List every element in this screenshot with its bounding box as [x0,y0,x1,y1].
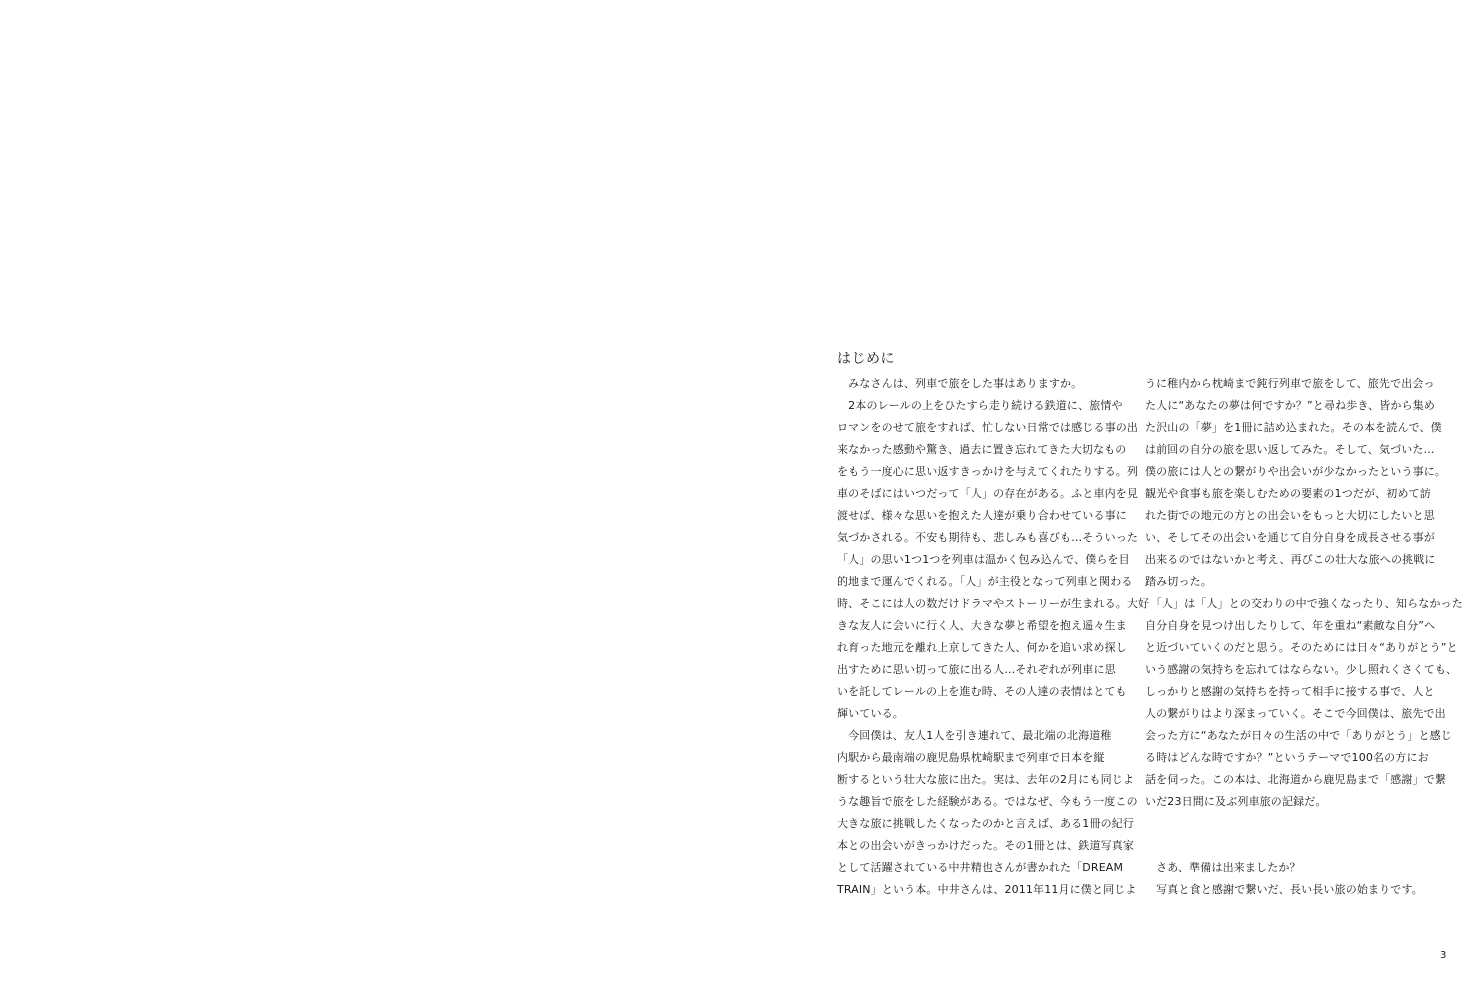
text-line: は前回の自分の旅を思い返してみた。そして、気づいた… [1145,443,1435,456]
text-line: た沢山の「夢」を1冊に詰め込まれた。その本を読んで、僕 [1145,421,1442,434]
section-title: はじめに [837,351,895,367]
text-line: 時、そこには人の数だけドラマやストーリーが生まれる。大好 [837,597,1150,610]
text-line: た人に“あなたの夢は何ですか？”と尋ね歩き、皆から集め [1145,399,1436,412]
text-line: い、そしてその出会いを通じて自分自身を成長させる事が [1145,531,1435,544]
text-line: 僕の旅には人との繋がりや出会いが少なかったという事に。 [1145,465,1447,478]
text-line: きな友人に会いに行く人、大きな夢と希望を抱え遥々生ま [837,619,1127,632]
text-line: 気づかされる。不安も期待も、悲しみも喜びも…そういった [837,531,1139,544]
text-line: 来なかった感動や驚き、過去に置き忘れてきた大切なもの [837,443,1127,456]
text-line: TRAIN」という本。中井さんは、2011年11月に僕と同じよ [837,883,1137,896]
left-text-column [837,373,1149,901]
text-line: 観光や食事も旅を楽しむための要素の1つだが、初めて訪 [1145,487,1431,500]
text-line: 内駅から最南端の鹿児島県枕崎駅まで列車で日本を縦 [837,751,1105,764]
text-line: 今回僕は、友人1人を引き連れて、最北端の北海道稚 [837,729,1112,742]
text-line: さあ、準備は出来ましたか？ [1145,861,1301,874]
text-line: 人の繋がりはより深まっていく。そこで今回僕は、旅先で出 [1145,707,1446,720]
text-line: 大きな旅に挑戦したくなったのかと言えば、ある1冊の紀行 [837,817,1135,830]
text-line: 会った方に“あなたが日々の生活の中で「ありがとう」と感じ [1145,729,1452,742]
text-line: として活躍されている中井精也さんが書かれた「DREAM [837,861,1124,874]
text-line: 輝いている。 [837,707,904,720]
text-line: ロマンをのせて旅をすれば、忙しない日常では感じる事の出 [837,421,1139,434]
text-line: と近づいていくのだと思う。そのためには日々“ありがとう”と [1145,641,1458,654]
text-line [1145,835,1463,857]
text-line: 断するという壮大な旅に出た。実は、去年の2月にも同じよ [837,773,1135,786]
text-line: うな趣旨で旅をした経験がある。ではなぜ、今もう一度この [837,795,1138,808]
text-line: 渡せば、様々な思いを抱えた人達が乗り合わせている事に [837,509,1127,522]
text-line: いだ23日間に及ぶ列車旅の記録だ。 [1145,795,1327,808]
text-line: る時はどんな時ですか？”というテーマで100名の方にお [1145,751,1429,764]
text-line: 的地まで運んでくれる。「人」が主役となって列車と関わる [837,575,1133,588]
text-line: 車のそばにはいつだって「人」の存在がある。ふと車内を見 [837,487,1139,500]
text-line: いう感謝の気持ちを忘れてはならない。少し照れくさくても、 [1145,663,1458,676]
text-line [1145,813,1463,835]
text-line: いを託してレールの上を進む時、その人達の表情はとても [837,685,1127,698]
text-line: みなさんは、列車で旅をした事はありますか。 [837,377,1083,390]
text-line: れた街での地元の方との出会いをもっと大切にしたいと思 [1145,509,1435,522]
text-line: 踏み切った。 [1145,575,1212,588]
right-text-column [1145,373,1463,901]
text-line: 本との出会いがきっかけだった。その1冊とは、鉄道写真家 [837,839,1135,852]
text-line: うに稚内から枕崎まで鈍行列車で旅をして、旅先で出会っ [1145,377,1435,390]
text-line: 出来るのではないかと考え、再びこの壮大な旅への挑戦に [1145,553,1436,566]
text-line: しっかりと感謝の気持ちを持って相手に接する事で、人と [1145,685,1435,698]
text-line: 写真と食と感謝で繋いだ、長い長い旅の始まりです。 [1145,883,1423,896]
text-line: 話を伺った。この本は、北海道から鹿児島まで「感謝」で繋 [1145,773,1447,786]
text-line: をもう一度心に思い返すきっかけを与えてくれたりする。列 [837,465,1139,478]
text-line: 「人」の思い1つ1つを列車は温かく包み込んで、僕らを目 [837,553,1130,566]
text-line: 「人」は「人」との交わりの中で強くなったり、知らなかった [1145,597,1463,610]
text-line: 自分自身を見つけ出したりして、年を重ね“素敵な自分”へ [1145,619,1436,632]
text-line: れ育った地元を離れ上京してきた人、何かを追い求め探し [837,641,1127,654]
text-line: 出すために思い切って旅に出る人…それぞれが列車に思 [837,663,1116,676]
page-number: 3 [1440,950,1447,961]
text-line: 2本のレールの上をひたすら走り続ける鉄道に、旅情や [837,399,1123,412]
